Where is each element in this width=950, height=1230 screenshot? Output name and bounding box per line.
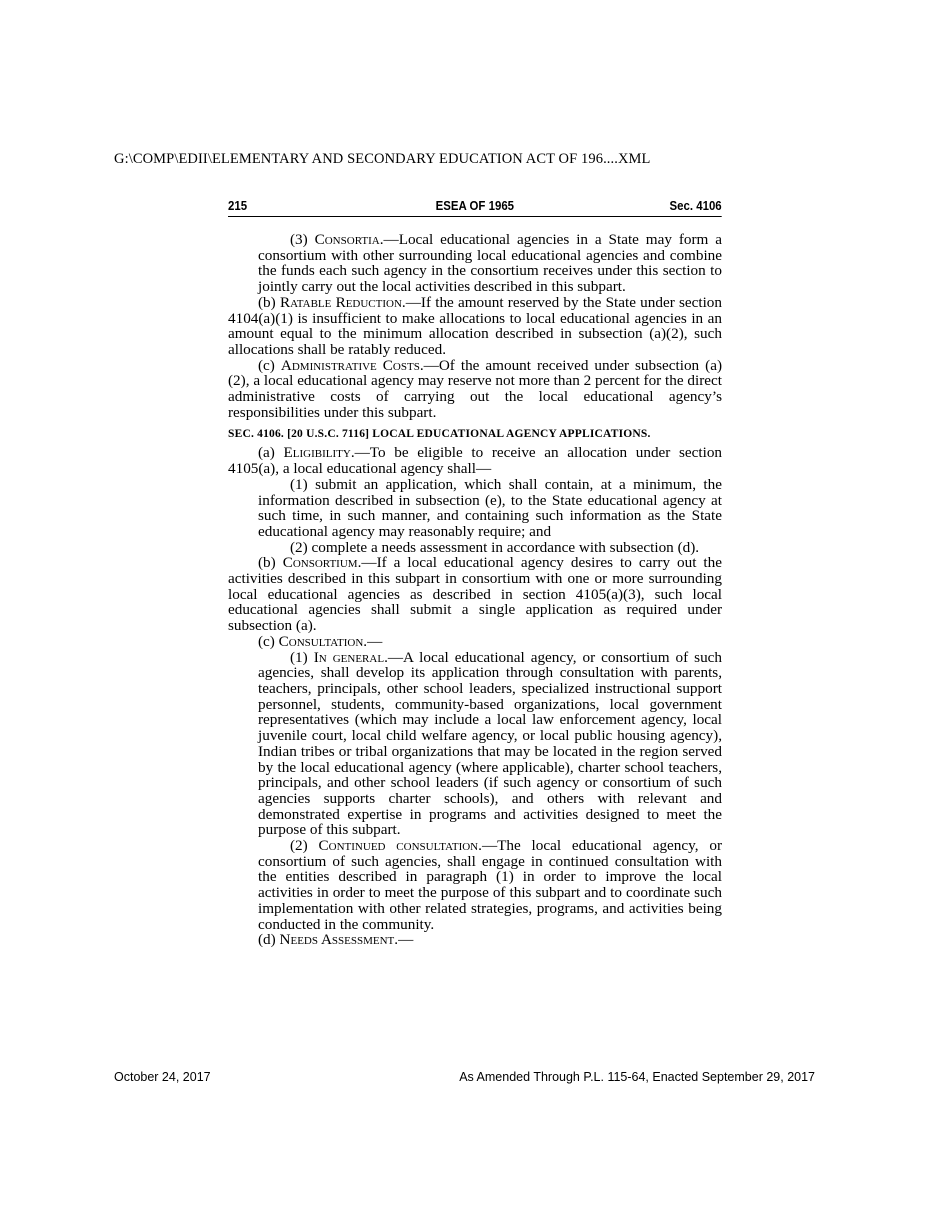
paragraph-continued-consultation: (2) Continued consultation.—The local educational agency, or consortium of such agencies, shall engage in continued consultation with the entities described in paragraph (1) in order to improve the local activities in order to meet the purpose of this subpart and to coordinate such implementation with other related strategies, programs, and activities being conducted in the community. <box>258 837 722 933</box>
file-path: G:\COMP\EDII\ELEMENTARY AND SECONDARY EDUCATION ACT OF 196....XML <box>114 151 651 167</box>
running-title: ESEA OF 1965 <box>435 198 515 213</box>
running-head <box>228 198 722 217</box>
page-number: 215 <box>228 198 248 213</box>
paragraph-needs-assessment-item: (2) complete a needs assessment in accordance with subsection (d). <box>290 538 700 556</box>
footer-date: October 24, 2017 <box>114 1070 211 1084</box>
paragraph-administrative-costs: (c) Administrative Costs.—Of the amount received under subsection (a)(2), a local educational agency may reserve not more than 2 percent for the direct administrative costs of carrying out the local educational agency’s responsibilities under this subpart. <box>228 356 722 421</box>
paragraph-ratable-reduction: (b) Ratable Reduction.—If the amount reserved by the State under section 4104(a)(1) is insufficient to make allocations to local educational agencies in an amount equal to the minimum allocation described in subsection (a)(2), such allocations shall be ratably reduced. <box>228 293 722 358</box>
section-heading: SEC. 4106. [20 U.S.C. 7116] LOCAL EDUCATIONAL AGENCY APPLICATIONS. <box>228 428 651 441</box>
paragraph-submit-application: (1) submit an application, which shall contain, at a minimum, the information described in subsection (e), to the State educational agency at such time, in such manner, and containing such information as the State educational agency may reasonably require; and <box>258 475 722 540</box>
paragraph-needs-assessment: (d) Needs Assessment.— <box>258 931 414 949</box>
footer-amended: As Amended Through P.L. 115-64, Enacted September 29, 2017 <box>459 1070 815 1084</box>
running-section: Sec. 4106 <box>669 198 722 213</box>
paragraph-in-general: (1) In general.—A local educational agency, or consortium of such agencies, shall develop its application through consultation with parents, teachers, principals, other school leaders, specialized instructional support personnel, students, community-based organizations, local government representatives (which may include a local law enforcement agency, local juvenile court, local child welfare agency, or local public housing agency), Indian tribes or tribal organizations that may be located in the region served by the local educational agency (where applicable), charter school teachers, principals, and other school leaders (if such agency or consortium of such agencies supports charter schools), and others with relevant and demonstrated expertise in programs and activities designed to meet the purpose of this subpart. <box>258 648 723 839</box>
paragraph-consortium: (b) Consortium.—If a local educational agency desires to carry out the activities described in this subpart in consortium with one or more surrounding local educational agencies as described in section 4105(a)(3), such local educational agencies shall submit a single application as required under subsection (a). <box>228 554 722 635</box>
paragraph-eligibility: (a) Eligibility.—To be eligible to receive an allocation under section 4105(a), a local educational agency shall— <box>228 444 723 478</box>
paragraph-consortia: (3) Consortia.—Local educational agencies in a State may form a consortium with other surrounding local educational agencies and combine the funds each such agency in the consortium receives under this section to jointly carry out the local activities described in this subpart. <box>258 231 722 296</box>
paragraph-consultation: (c) Consultation.— <box>258 632 383 650</box>
document-body <box>228 232 722 948</box>
